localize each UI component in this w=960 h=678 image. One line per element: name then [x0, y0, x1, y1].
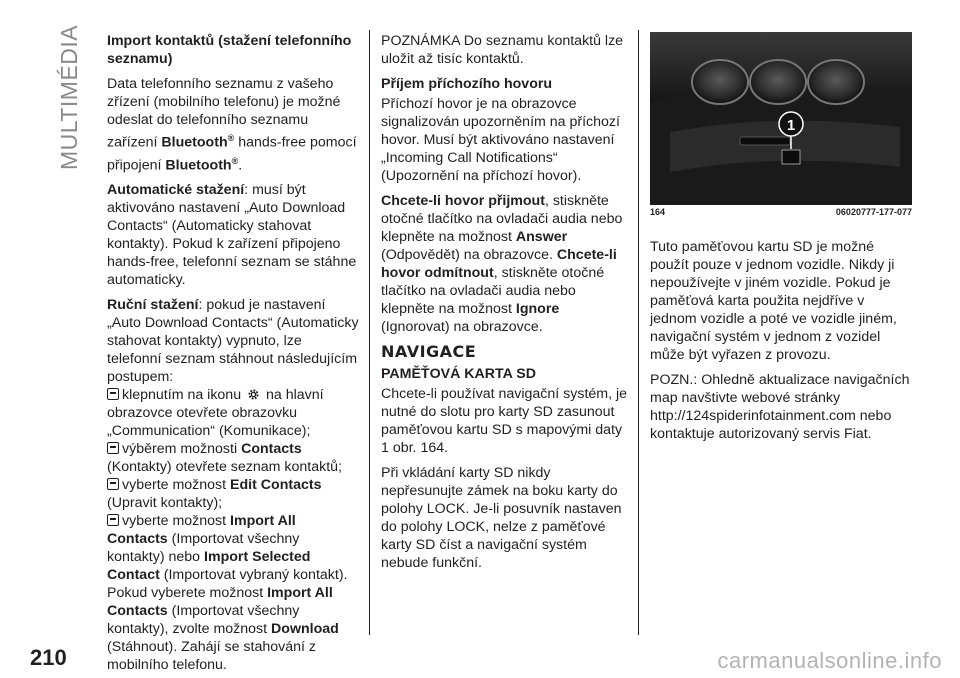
paragraph: Chcete-li používat navigační systém, je nutné do slotu pro karty SD zasunout paměťovou kartu SD s mapovými daty 1 obr. 164.	[381, 386, 628, 456]
paragraph: Chcete-li hovor přijmout, stiskněte otočné tlačítko na ovladači audia nebo klepněte na možnost Answer (Odpovědět) na obrazovce. Chcete-li hovor odmítnout, stiskněte otočné tlačítko na ovladači audia nebo klepněte na možnost Ignore (Ignorovat) na obrazovce.	[381, 193, 623, 335]
gear-icon	[247, 388, 260, 401]
list-item: výběrem možnosti Contacts (Kontakty) otevřete seznam kontaktů;	[107, 441, 342, 476]
paragraph: Data telefonního seznamu z vašeho zřízení (mobilního telefonu) je možné odeslat do telefonního seznamu zařízení Bluetooth® hands-free pomocí připojení Bluetooth®.	[107, 76, 357, 174]
bullet-icon	[107, 478, 119, 490]
paragraph: Příchozí hovor je na obrazovce signalizován upozorněním na příchozí hovor. Musí být aktivováno nastavení „Incoming Call Notifications“ (Upozornění na příchozí hovor).	[381, 96, 620, 184]
subheading: PAMĚŤOVÁ KARTA SD	[381, 366, 537, 382]
paragraph: Automatické stažení: musí být aktivováno nastavení „Auto Download Contacts“ (Automaticky stahovat kontakty). Pokud k zařízení připojeno hands-free, telefonní seznam se stáhne automaticky.	[107, 182, 357, 289]
list-item: vyberte možnost Edit Contacts (Upravit kontakty);	[107, 477, 322, 512]
column-divider	[369, 30, 370, 635]
watermark: carmanualsonline.info	[717, 648, 942, 673]
column-1	[107, 32, 360, 674]
callout-number: 1	[786, 117, 796, 134]
figure-caption	[650, 207, 912, 221]
paragraph: Ruční stažení: pokud je nastavení „Auto Download Contacts“ (Automaticky stahovat kontakty) vypnuto, lze telefonní seznam stáhnout následujícím postupem:	[107, 297, 359, 386]
paragraph: POZN.: Ohledně aktualizace navigačních map navštivte webové stránky http://124spiderinfotainment.com nebo kontaktuje autorizovaný servis Fiat.	[650, 372, 910, 442]
paragraph: Při vkládání karty SD nikdy nepřesunujte zámek na boku karty do polohy LOCK. Je-li posuvník nastaven do polohy LOCK, nelze z paměťové karty SD číst a navigační systém nebude funkční.	[381, 465, 622, 571]
page-number: 210	[30, 645, 67, 670]
heading-import: Import kontaktů (stažení telefonního seznamu)	[107, 33, 352, 67]
dashboard-photo	[650, 32, 912, 205]
column-3	[650, 238, 912, 450]
figure-sd-slot	[650, 32, 912, 205]
chapter-sidebar	[56, 24, 82, 170]
bullet-icon	[107, 442, 119, 454]
figure-code: 06020777-177-077	[835, 207, 912, 217]
chapter-title: MULTIMÉDIA	[56, 24, 82, 170]
column-2	[381, 32, 631, 579]
bullet-icon	[107, 388, 119, 400]
column-divider	[638, 30, 639, 635]
list-item: vyberte možnost Import All Contacts (Importovat všechny kontakty) nebo Import Selected Contact (Importovat vybraný kontakt). Pokud vyberete možnost Import All Contacts (Importovat všechny kontakty), zvolte možnost Download (Stáhnout). Zahájí se stahování z mobilního telefonu.	[107, 513, 348, 674]
figure-number: 164	[650, 207, 666, 217]
note: POZNÁMKA Do seznamu kontaktů lze uložit až tisíc kontaktů.	[381, 33, 624, 67]
bullet-icon	[107, 514, 119, 526]
list-item: klepnutím na ikonu na hlavní obrazovce otevřete obrazovku „Communication“ (Komunikace);	[107, 387, 324, 440]
heading-incoming-call: Příjem příchozího hovoru	[381, 76, 553, 92]
section-heading: NAVIGACE	[381, 342, 477, 361]
paragraph: Tuto paměťovou kartu SD je možné použít pouze v jednom vozidle. Nikdy ji nepoužívejte v jiném vozidle. Pokud je paměťová karta použita nejdříve v jednom vozidle a poté ve vozidle jiném, navigační systém v jednom z vozidel může být vyřazen z provozu.	[650, 239, 897, 363]
